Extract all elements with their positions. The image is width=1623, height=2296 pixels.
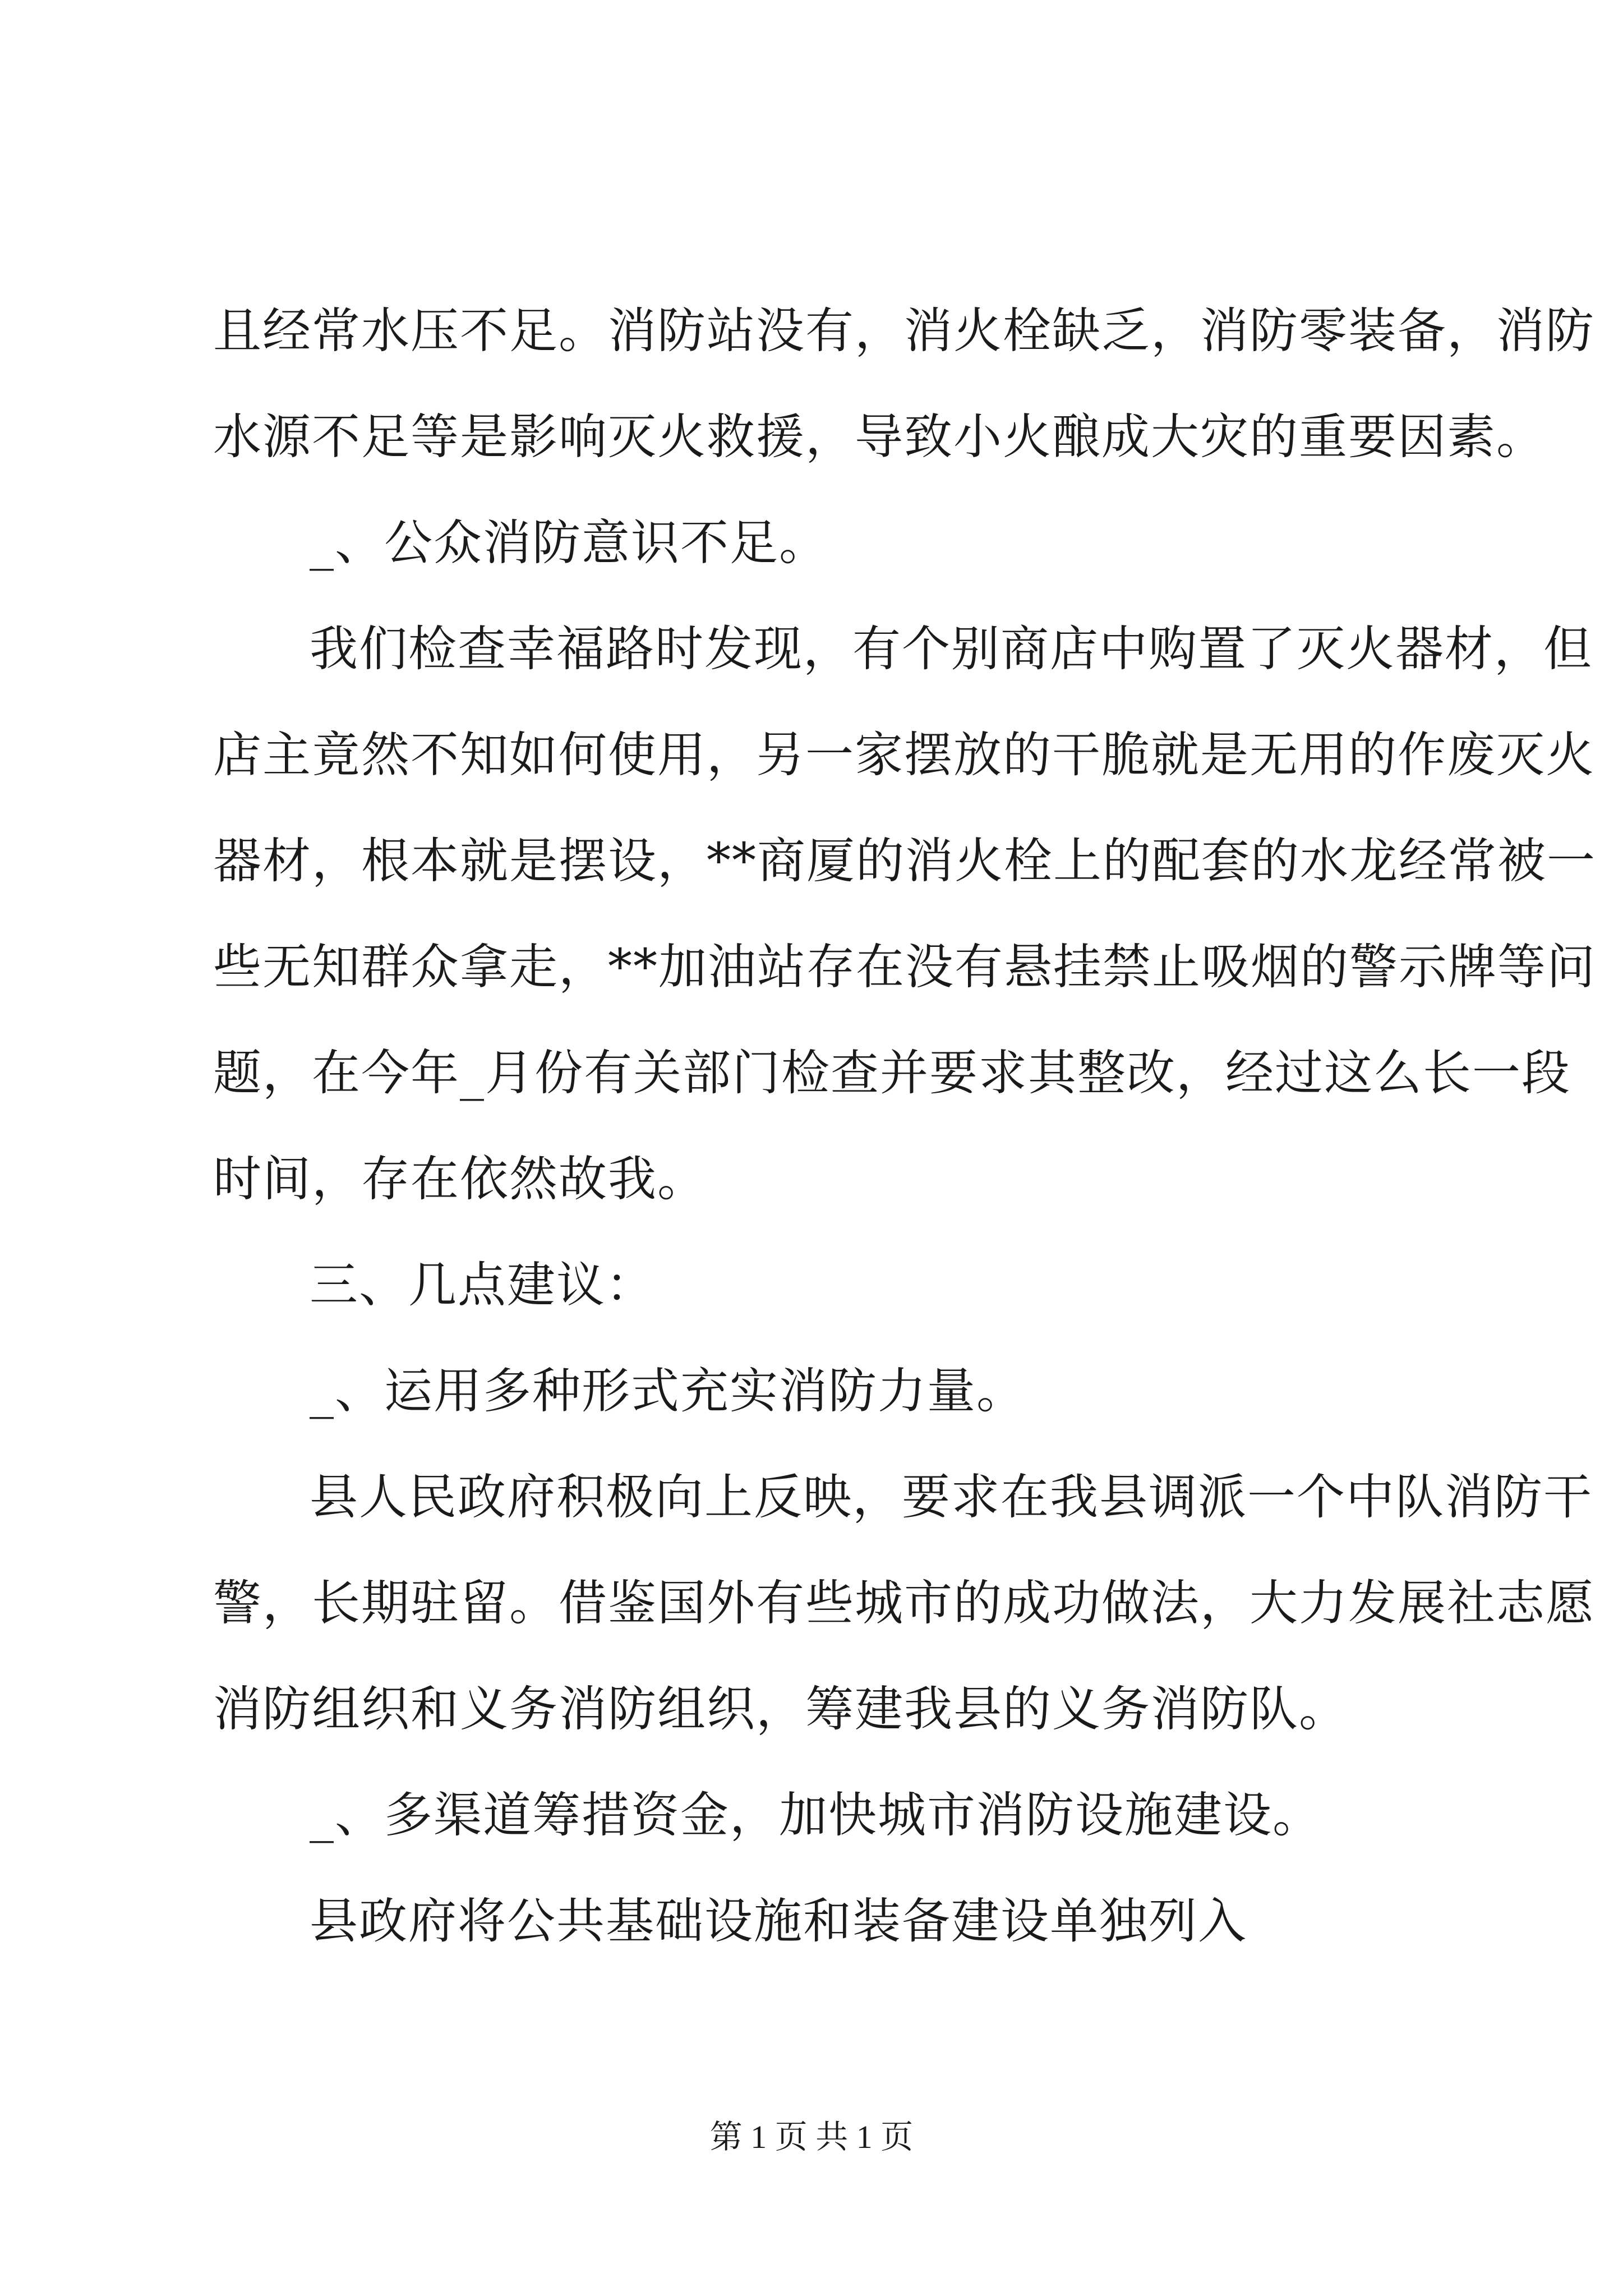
body-line: 县人民政府积极向上反映，要求在我县调派一个中队消防干: [310, 1469, 1593, 1525]
section-heading: _、运用多种形式充实消防力量。: [310, 1363, 1026, 1419]
document-body: [213, 297, 1596, 1994]
body-line: 器材，根本就是摆设，**商厦的消火栓上的配套的水龙经常被一: [213, 833, 1596, 889]
body-line: 消防组织和义务消防组织，筹建我县的义务消防队。: [213, 1681, 1348, 1737]
section-heading: _、公众消防意识不足。: [310, 515, 828, 571]
body-line: 水源不足等是影响灭火救援，导致小火酿成大灾的重要因素。: [213, 409, 1546, 465]
body-line: 些无知群众拿走，**加油站存在没有悬挂禁止吸烟的警示牌等问: [213, 939, 1596, 995]
body-line: 店主竟然不知如何使用，另一家摆放的干脆就是无用的作废灭火: [213, 727, 1595, 783]
page-number-label: 第 1 页 共 1 页: [709, 2119, 914, 2155]
body-line: 县政府将公共基础设施和装备建设单独列入: [310, 1893, 1247, 1949]
section-heading: _、多渠道筹措资金，加快城市消防设施建设。: [310, 1787, 1322, 1843]
section-heading: 三、几点建议：: [310, 1257, 655, 1313]
body-line: 我们检查幸福路时发现，有个别商店中购置了灭火器材，但: [310, 621, 1593, 677]
body-line: 时间，存在依然故我。: [213, 1151, 707, 1207]
body-line: 警，长期驻留。借鉴国外有些城市的成功做法，大力发展社志愿: [213, 1575, 1595, 1631]
body-line: 且经常水压不足。消防站没有，消火栓缺乏，消防零装备，消防: [213, 303, 1595, 359]
page-footer: [0, 2115, 1623, 2160]
body-line: 题，在今年_月份有关部门检查并要求其整改，经过这么长一段: [213, 1045, 1571, 1101]
